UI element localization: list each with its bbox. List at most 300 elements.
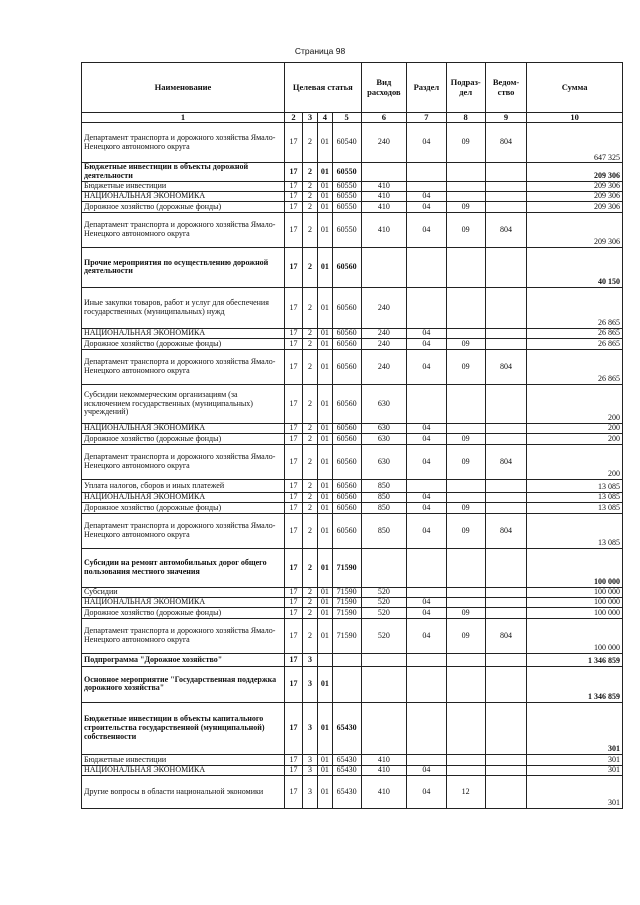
col-number: 8: [446, 113, 485, 123]
summa: 26 865: [527, 287, 623, 328]
target-part-3: 01: [317, 775, 332, 808]
col-number: 6: [361, 113, 407, 123]
table-row: [82, 653, 623, 666]
podrazdel: 09: [446, 212, 485, 247]
summa: 1 346 859: [527, 653, 623, 666]
razdel: 04: [407, 513, 446, 548]
vedomstvo: [485, 181, 526, 191]
target-part-3: 01: [317, 163, 332, 182]
target-part-4: 71590: [332, 607, 361, 618]
razdel: [407, 479, 446, 492]
col-number: 2: [284, 113, 302, 123]
row-name: Дорожное хозяйство (дорожные фонды): [82, 433, 285, 444]
row-name: Департамент транспорта и дорожного хозяйства Ямало-Ненецкого автономного округа: [82, 513, 285, 548]
table-row: [82, 163, 623, 182]
row-name: Уплата налогов, сборов и иных платежей: [82, 479, 285, 492]
table-row: [82, 754, 623, 765]
vid-raskhodov: 850: [361, 502, 407, 513]
target-part-4: 60560: [332, 513, 361, 548]
target-part-2: 2: [303, 618, 318, 653]
target-part-4: 60560: [332, 328, 361, 338]
podrazdel: 09: [446, 513, 485, 548]
vedomstvo: 804: [485, 349, 526, 384]
target-part-1: 17: [284, 607, 302, 618]
row-name: Другие вопросы в области национальной экономики: [82, 775, 285, 808]
target-part-2: 3: [303, 702, 318, 754]
summa: 301: [527, 765, 623, 775]
target-part-4: 71590: [332, 618, 361, 653]
target-part-1: 17: [284, 328, 302, 338]
podrazdel: [446, 191, 485, 201]
table-row: [82, 201, 623, 212]
target-part-3: 01: [317, 587, 332, 597]
table-row: [82, 479, 623, 492]
razdel: 04: [407, 191, 446, 201]
target-part-2: 2: [303, 181, 318, 191]
table-row: [82, 212, 623, 247]
row-name: Основное мероприятие "Государственная поддержка дорожного хозяйства": [82, 666, 285, 702]
table-row: [82, 433, 623, 444]
target-part-2: 2: [303, 338, 318, 349]
target-part-2: 3: [303, 765, 318, 775]
summa: 200: [527, 433, 623, 444]
target-part-3: 01: [317, 618, 332, 653]
target-part-3: 01: [317, 423, 332, 433]
table-row: [82, 587, 623, 597]
page-number: Страница 98: [294, 46, 346, 56]
razdel: 04: [407, 212, 446, 247]
razdel: [407, 702, 446, 754]
razdel: [407, 666, 446, 702]
target-part-4: 65430: [332, 702, 361, 754]
target-part-3: 01: [317, 181, 332, 191]
vid-raskhodov: 410: [361, 191, 407, 201]
vedomstvo: [485, 201, 526, 212]
budget-table: [81, 62, 623, 809]
podrazdel: [446, 328, 485, 338]
vedomstvo: [485, 479, 526, 492]
target-part-1: 17: [284, 338, 302, 349]
vedomstvo: [485, 338, 526, 349]
target-part-1: 17: [284, 349, 302, 384]
target-part-4: 65430: [332, 775, 361, 808]
target-part-2: 3: [303, 775, 318, 808]
podrazdel: [446, 181, 485, 191]
vedomstvo: [485, 247, 526, 287]
row-name: НАЦИОНАЛЬНАЯ ЭКОНОМИКА: [82, 191, 285, 201]
summa: 100 000: [527, 587, 623, 597]
row-name: Департамент транспорта и дорожного хозяйства Ямало-Ненецкого автономного округа: [82, 618, 285, 653]
summa: 209 306: [527, 212, 623, 247]
target-part-4: 60550: [332, 181, 361, 191]
table-row: [82, 775, 623, 808]
vedomstvo: [485, 287, 526, 328]
row-name: Дорожное хозяйство (дорожные фонды): [82, 201, 285, 212]
vid-raskhodov: 850: [361, 479, 407, 492]
podrazdel: [446, 548, 485, 587]
summa: 40 150: [527, 247, 623, 287]
row-name: Бюджетные инвестиции в объекты дорожной деятельности: [82, 163, 285, 182]
target-part-1: 17: [284, 384, 302, 423]
summa: 26 865: [527, 338, 623, 349]
summa: 301: [527, 754, 623, 765]
target-part-1: 17: [284, 502, 302, 513]
target-part-2: 2: [303, 163, 318, 182]
target-part-4: 60560: [332, 287, 361, 328]
target-part-1: 17: [284, 433, 302, 444]
header-vid: Вид расходов: [361, 63, 407, 113]
podrazdel: 12: [446, 775, 485, 808]
podrazdel: [446, 247, 485, 287]
target-part-1: 17: [284, 287, 302, 328]
row-name: НАЦИОНАЛЬНАЯ ЭКОНОМИКА: [82, 423, 285, 433]
razdel: 04: [407, 444, 446, 479]
target-part-4: 60560: [332, 423, 361, 433]
razdel: 04: [407, 433, 446, 444]
target-part-1: 17: [284, 123, 302, 163]
podrazdel: [446, 587, 485, 597]
target-part-3: 01: [317, 548, 332, 587]
target-part-2: 2: [303, 349, 318, 384]
col-number: 10: [527, 113, 623, 123]
vedomstvo: [485, 765, 526, 775]
vedomstvo: [485, 384, 526, 423]
vid-raskhodov: 240: [361, 349, 407, 384]
target-part-2: 2: [303, 423, 318, 433]
target-part-2: 2: [303, 191, 318, 201]
target-part-1: 17: [284, 191, 302, 201]
vid-raskhodov: 410: [361, 765, 407, 775]
target-part-3: 01: [317, 212, 332, 247]
col-number: 5: [332, 113, 361, 123]
podrazdel: 09: [446, 502, 485, 513]
target-part-2: 2: [303, 201, 318, 212]
target-part-4: 71590: [332, 548, 361, 587]
vid-raskhodov: 240: [361, 123, 407, 163]
table-row: [82, 666, 623, 702]
row-name: Департамент транспорта и дорожного хозяйства Ямало-Ненецкого автономного округа: [82, 444, 285, 479]
vid-raskhodov: 520: [361, 587, 407, 597]
table-row: [82, 548, 623, 587]
table-row: [82, 597, 623, 607]
vid-raskhodov: 240: [361, 338, 407, 349]
vedomstvo: [485, 754, 526, 765]
table-row: [82, 328, 623, 338]
vedomstvo: [485, 653, 526, 666]
summa: 301: [527, 702, 623, 754]
target-part-2: 2: [303, 587, 318, 597]
vid-raskhodov: 630: [361, 384, 407, 423]
razdel: 04: [407, 349, 446, 384]
target-part-3: 01: [317, 479, 332, 492]
table-row: [82, 765, 623, 775]
vedomstvo: 804: [485, 444, 526, 479]
target-part-2: 2: [303, 247, 318, 287]
target-part-4: 60560: [332, 444, 361, 479]
target-part-1: 17: [284, 666, 302, 702]
header-podrazdel: Подраз-дел: [446, 63, 485, 113]
table-row: [82, 384, 623, 423]
row-name: НАЦИОНАЛЬНАЯ ЭКОНОМИКА: [82, 492, 285, 502]
summa: 13 085: [527, 479, 623, 492]
vid-raskhodov: 410: [361, 181, 407, 191]
target-part-2: 2: [303, 384, 318, 423]
vid-raskhodov: [361, 653, 407, 666]
razdel: [407, 587, 446, 597]
row-name: Департамент транспорта и дорожного хозяйства Ямало-Ненецкого автономного округа: [82, 349, 285, 384]
table-row: [82, 702, 623, 754]
razdel: [407, 384, 446, 423]
row-name: НАЦИОНАЛЬНАЯ ЭКОНОМИКА: [82, 765, 285, 775]
vedomstvo: [485, 423, 526, 433]
target-part-2: 2: [303, 328, 318, 338]
target-part-4: 71590: [332, 587, 361, 597]
target-part-3: 01: [317, 191, 332, 201]
podrazdel: [446, 384, 485, 423]
razdel: [407, 163, 446, 182]
header-summa: Сумма: [527, 63, 623, 113]
target-part-1: 17: [284, 587, 302, 597]
target-part-4: 60560: [332, 502, 361, 513]
vedomstvo: [485, 163, 526, 182]
summa: 26 865: [527, 349, 623, 384]
header-name: Наименование: [82, 63, 285, 113]
summa: 200: [527, 444, 623, 479]
row-name: Дорожное хозяйство (дорожные фонды): [82, 607, 285, 618]
row-name: Департамент транспорта и дорожного хозяйства Ямало-Ненецкого автономного округа: [82, 123, 285, 163]
target-part-3: 01: [317, 492, 332, 502]
vedomstvo: [485, 548, 526, 587]
razdel: 04: [407, 502, 446, 513]
podrazdel: 09: [446, 338, 485, 349]
table-row: [82, 247, 623, 287]
summa: 100 000: [527, 607, 623, 618]
target-part-1: 17: [284, 163, 302, 182]
target-part-1: 17: [284, 247, 302, 287]
target-part-2: 3: [303, 666, 318, 702]
table-row: [82, 607, 623, 618]
target-part-3: 01: [317, 444, 332, 479]
summa: 200: [527, 423, 623, 433]
target-part-3: 01: [317, 338, 332, 349]
target-part-3: [317, 653, 332, 666]
table-row: [82, 492, 623, 502]
target-part-3: 01: [317, 607, 332, 618]
razdel: [407, 247, 446, 287]
target-part-3: 01: [317, 513, 332, 548]
podrazdel: [446, 163, 485, 182]
vid-raskhodov: 410: [361, 212, 407, 247]
razdel: 04: [407, 123, 446, 163]
table-row: [82, 618, 623, 653]
target-part-1: 17: [284, 479, 302, 492]
vid-raskhodov: 630: [361, 444, 407, 479]
header-vedomstvo: Ведом-ство: [485, 63, 526, 113]
row-name: Иные закупки товаров, работ и услуг для обеспечения государственных (муниципальных) нужд: [82, 287, 285, 328]
target-part-2: 2: [303, 607, 318, 618]
target-part-1: 17: [284, 201, 302, 212]
target-part-2: 2: [303, 433, 318, 444]
vedomstvo: [485, 492, 526, 502]
target-part-4: 65430: [332, 754, 361, 765]
summa: 209 306: [527, 201, 623, 212]
podrazdel: 09: [446, 444, 485, 479]
podrazdel: [446, 597, 485, 607]
podrazdel: 09: [446, 123, 485, 163]
target-part-3: 01: [317, 765, 332, 775]
vid-raskhodov: 520: [361, 618, 407, 653]
row-name: НАЦИОНАЛЬНАЯ ЭКОНОМИКА: [82, 597, 285, 607]
vid-raskhodov: [361, 666, 407, 702]
row-name: Прочие мероприятия по осуществлению дорожной деятельности: [82, 247, 285, 287]
summa: 100 000: [527, 548, 623, 587]
table-row: [82, 191, 623, 201]
target-part-1: 17: [284, 212, 302, 247]
razdel: 04: [407, 775, 446, 808]
target-part-4: 71590: [332, 597, 361, 607]
summa: 209 306: [527, 191, 623, 201]
target-part-4: 60560: [332, 384, 361, 423]
vedomstvo: [485, 502, 526, 513]
header-razdel: Раздел: [407, 63, 446, 113]
row-name: Подпрограмма "Дорожное хозяйство": [82, 653, 285, 666]
vedomstvo: 804: [485, 618, 526, 653]
row-name: Субсидии: [82, 587, 285, 597]
target-part-4: 60560: [332, 479, 361, 492]
razdel: 04: [407, 423, 446, 433]
vedomstvo: 804: [485, 212, 526, 247]
row-name: Дорожное хозяйство (дорожные фонды): [82, 338, 285, 349]
podrazdel: 09: [446, 618, 485, 653]
table-row: [82, 123, 623, 163]
vedomstvo: [485, 775, 526, 808]
target-part-3: 01: [317, 247, 332, 287]
razdel: 04: [407, 338, 446, 349]
target-part-2: 2: [303, 287, 318, 328]
table-row: [82, 423, 623, 433]
razdel: 04: [407, 201, 446, 212]
row-name: Департамент транспорта и дорожного хозяйства Ямало-Ненецкого автономного округа: [82, 212, 285, 247]
podrazdel: 09: [446, 433, 485, 444]
target-part-2: 2: [303, 492, 318, 502]
summa: 301: [527, 775, 623, 808]
target-part-1: 17: [284, 597, 302, 607]
row-name: Дорожное хозяйство (дорожные фонды): [82, 502, 285, 513]
table-row: [82, 513, 623, 548]
target-part-2: 2: [303, 212, 318, 247]
target-part-1: 17: [284, 618, 302, 653]
target-part-4: 60560: [332, 433, 361, 444]
target-part-2: 2: [303, 513, 318, 548]
row-name: Бюджетные инвестиции в объекты капитального строительства государственной (муниципальной) собственности: [82, 702, 285, 754]
razdel: 04: [407, 765, 446, 775]
target-part-1: 17: [284, 754, 302, 765]
target-part-4: 60550: [332, 163, 361, 182]
row-name: Бюджетные инвестиции: [82, 754, 285, 765]
table-row: [82, 349, 623, 384]
podrazdel: 09: [446, 349, 485, 384]
vedomstvo: [485, 597, 526, 607]
target-part-4: 60560: [332, 349, 361, 384]
target-part-3: 01: [317, 349, 332, 384]
target-part-3: 01: [317, 502, 332, 513]
col-number: 7: [407, 113, 446, 123]
vid-raskhodov: 410: [361, 754, 407, 765]
target-part-3: 01: [317, 123, 332, 163]
razdel: 04: [407, 618, 446, 653]
table-row: [82, 444, 623, 479]
vid-raskhodov: [361, 247, 407, 287]
summa: 209 306: [527, 181, 623, 191]
vedomstvo: [485, 666, 526, 702]
target-part-1: 17: [284, 444, 302, 479]
target-part-1: 17: [284, 423, 302, 433]
vid-raskhodov: 850: [361, 492, 407, 502]
target-part-3: 01: [317, 328, 332, 338]
target-part-2: 2: [303, 548, 318, 587]
table-row: [82, 181, 623, 191]
razdel: 04: [407, 492, 446, 502]
summa: 100 000: [527, 618, 623, 653]
vid-raskhodov: 520: [361, 607, 407, 618]
summa: 200: [527, 384, 623, 423]
target-part-4: [332, 666, 361, 702]
target-part-1: 17: [284, 702, 302, 754]
target-part-2: 2: [303, 479, 318, 492]
summa: 1 346 859: [527, 666, 623, 702]
podrazdel: [446, 287, 485, 328]
razdel: [407, 181, 446, 191]
target-part-2: 3: [303, 653, 318, 666]
razdel: [407, 548, 446, 587]
target-part-3: 01: [317, 597, 332, 607]
target-part-2: 2: [303, 597, 318, 607]
vedomstvo: 804: [485, 123, 526, 163]
podrazdel: [446, 653, 485, 666]
row-name: Субсидии на ремонт автомобильных дорог общего пользования местного значения: [82, 548, 285, 587]
razdel: [407, 287, 446, 328]
row-name: НАЦИОНАЛЬНАЯ ЭКОНОМИКА: [82, 328, 285, 338]
vedomstvo: [485, 702, 526, 754]
target-part-4: 60560: [332, 492, 361, 502]
target-part-1: 17: [284, 765, 302, 775]
vid-raskhodov: 410: [361, 201, 407, 212]
vedomstvo: [485, 433, 526, 444]
target-part-2: 3: [303, 754, 318, 765]
vedomstvo: 804: [485, 513, 526, 548]
col-number: 4: [317, 113, 332, 123]
target-part-3: 01: [317, 201, 332, 212]
target-part-3: 01: [317, 666, 332, 702]
podrazdel: [446, 702, 485, 754]
target-part-4: 60550: [332, 212, 361, 247]
target-part-4: 60550: [332, 201, 361, 212]
vedomstvo: [485, 607, 526, 618]
vid-raskhodov: 630: [361, 433, 407, 444]
target-part-3: 01: [317, 384, 332, 423]
vid-raskhodov: 520: [361, 597, 407, 607]
summa: 26 865: [527, 328, 623, 338]
target-part-2: 2: [303, 502, 318, 513]
summa: 13 085: [527, 492, 623, 502]
target-part-1: 17: [284, 548, 302, 587]
razdel: 04: [407, 597, 446, 607]
podrazdel: [446, 754, 485, 765]
summa: 647 325: [527, 123, 623, 163]
vedomstvo: [485, 328, 526, 338]
target-part-2: 2: [303, 123, 318, 163]
table-row: [82, 338, 623, 349]
